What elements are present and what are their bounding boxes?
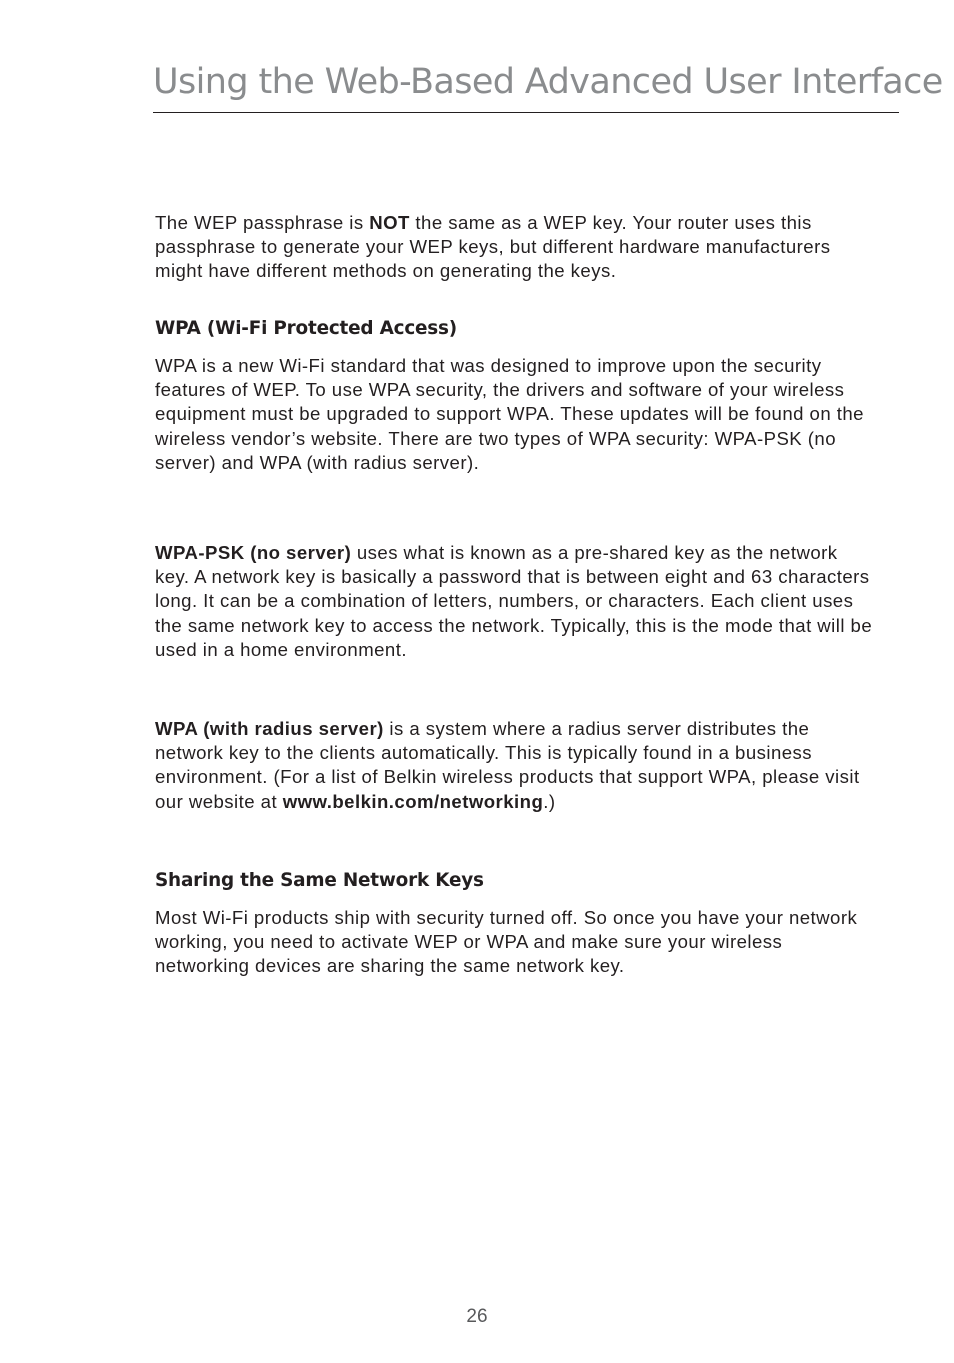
wep-passphrase-text-end: the same as a WEP key. Your router uses this passphrase to generate your WEP keys, but different hardware manufacturers might have different methods on generating the keys.	[155, 212, 831, 282]
wpa-radius-closing: .)	[543, 790, 556, 812]
wpa-psk-paragraph	[155, 541, 875, 662]
wep-passphrase-text-start: The WEP passphrase is	[155, 212, 370, 233]
wpa-psk-description: uses what is known as a pre-shared key as the network key. A network key is basically a password that is between eight and 63 characters long. It can be a combination of letters, numbers, or characters. Each client uses the same network key to access the network. Typically, this is the mode that will be used in a home environment.	[155, 542, 873, 660]
page-title: Using the Web-Based Advanced User Interface	[153, 62, 943, 102]
header-divider	[153, 112, 899, 113]
wpa-radius-term: WPA (with radius server)	[155, 718, 384, 739]
wep-passphrase-not-emphasis: NOT	[369, 212, 410, 233]
sharing-section-paragraph: Most Wi-Fi products ship with security turned off. So once you have your network working, you need to activate WEP or WPA and make sure your wireless networking devices are sharing the same network key.	[155, 907, 858, 977]
belkin-website-link[interactable]: www.belkin.com/networking	[282, 790, 544, 812]
page-number: 26	[466, 1306, 488, 1327]
wpa-section-paragraph: WPA is a new Wi-Fi standard that was designed to improve upon the security features of WEP. To use WPA security, the drivers and software of your wireless equipment must be upgraded to support WPA. These updates will be found on the wireless vendor’s website. There are two types of WPA security: WPA-PSK (no server) and WPA (with radius server).	[155, 355, 864, 473]
wpa-radius-paragraph	[155, 717, 875, 814]
wpa-radius-description: is a system where a radius server distributes the network key to the clients automatically. This is typically found in a business environment. (For a list of Belkin wireless products that support WPA, please visit our website at	[155, 718, 860, 812]
wpa-psk-term: WPA-PSK (no server)	[155, 542, 352, 563]
sharing-section-heading: Sharing the Same Network Keys	[155, 870, 484, 891]
wep-passphrase-paragraph	[155, 211, 875, 284]
wpa-section-heading: WPA (Wi-Fi Protected Access)	[155, 318, 457, 339]
